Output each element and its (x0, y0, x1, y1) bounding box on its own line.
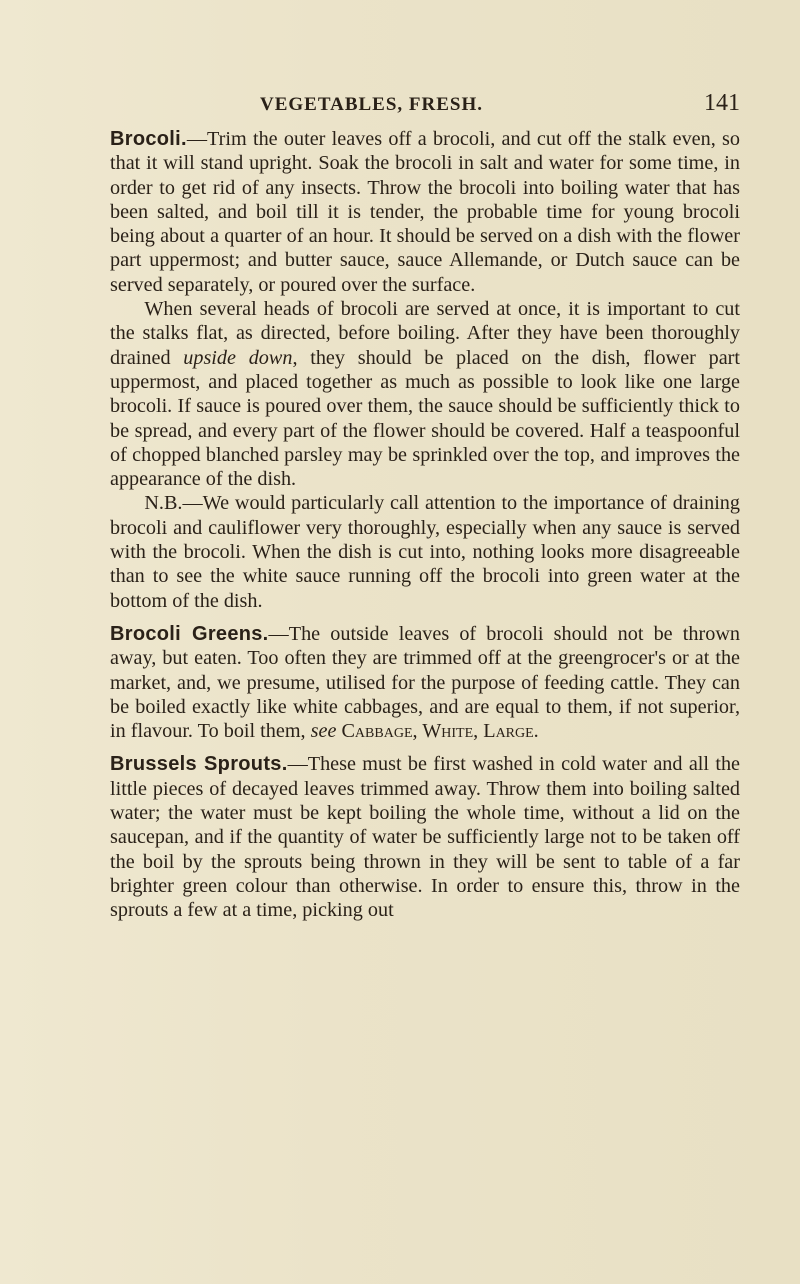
paragraph-text: N.B.—We would particularly call attention to the importance of draining brocoli and cauliflower very thoroughly, especially when any sauce is served with the brocoli. When the dish is cut into, nothing looks more disagreeable than to see the white sauce running off the brocoli into green water at the bottom of the dish. (110, 492, 740, 612)
paragraph-brocoli-several-heads (110, 297, 740, 491)
page-number: 141 (704, 90, 740, 116)
entry-title-brocoli-greens: Brocoli Greens. (110, 622, 269, 645)
paragraph-text: When several heads of brocoli are served at once, it is important to cut the stalks flat, as directed, before boiling. After they have been thoroughly drained (110, 298, 740, 369)
entry-title-brocoli: Brocoli. (110, 128, 187, 150)
paragraph-text: , they should be placed on the dish, flower part uppermost, and placed together as much as possible to look like one large brocoli. If sauce is poured over them, the sauce should be sufficiently thick to be spread, and every part of the flower should be covered. Half a teaspoonful of chopped blanched parsley may be sprinkled over the top, and improves the appearance of the dish. (110, 346, 740, 491)
entry-brocoli (110, 127, 740, 297)
page-header (110, 90, 740, 120)
entry-brussels-sprouts (110, 752, 740, 922)
entry-title-brussels-sprouts: Brussels Sprouts. (110, 753, 288, 776)
entry-brocoli-greens (110, 622, 740, 743)
page-body (110, 127, 740, 923)
emphasis-text: upside down (183, 346, 293, 369)
running-head: VEGETABLES, FRESH. (260, 94, 484, 115)
cross-reference: Cabbage, White, Large. (341, 720, 539, 743)
entry-text: —Trim the outer leaves off a brocoli, and cut off the stalk even, so that it will stand upright. Soak the brocoli in salt and water for some time, in order to get rid of any insects. Throw the brocoli into boiling water that has been salted, and boil till it is tender, the probable time for young brocoli being about a quarter of an hour. It should be served on a dish with the flower part uppermost; and butter sauce, sauce Allemande, or Dutch sauce can be served separately, or poured over the surface. (110, 128, 740, 296)
paragraph-brocoli-note (110, 491, 740, 612)
see-word: see (310, 720, 337, 743)
entry-text: —These must be first washed in cold water and all the little pieces of decayed leaves trimmed away. Throw them into boiling salted water; the water must be kept boiling the whole time, without a lid on the saucepan, and if the quantity of water be sufficiently large not to be taken off the boil by the sprouts being thrown in they will be sent to table of a far brighter green colour than otherwise. In order to ensure this, throw in the sprouts a few at a time, picking out (110, 753, 741, 922)
entry-text: —The outside leaves of brocoli should not be thrown away, but eaten. Too often they are trimmed off at the greengrocer's or at the market, and, we presume, utilised for the purpose of feeding cattle. They can be boiled exactly like white cabbages, and are equal to them, if not superior, in flavour. To boil them, (110, 622, 740, 743)
